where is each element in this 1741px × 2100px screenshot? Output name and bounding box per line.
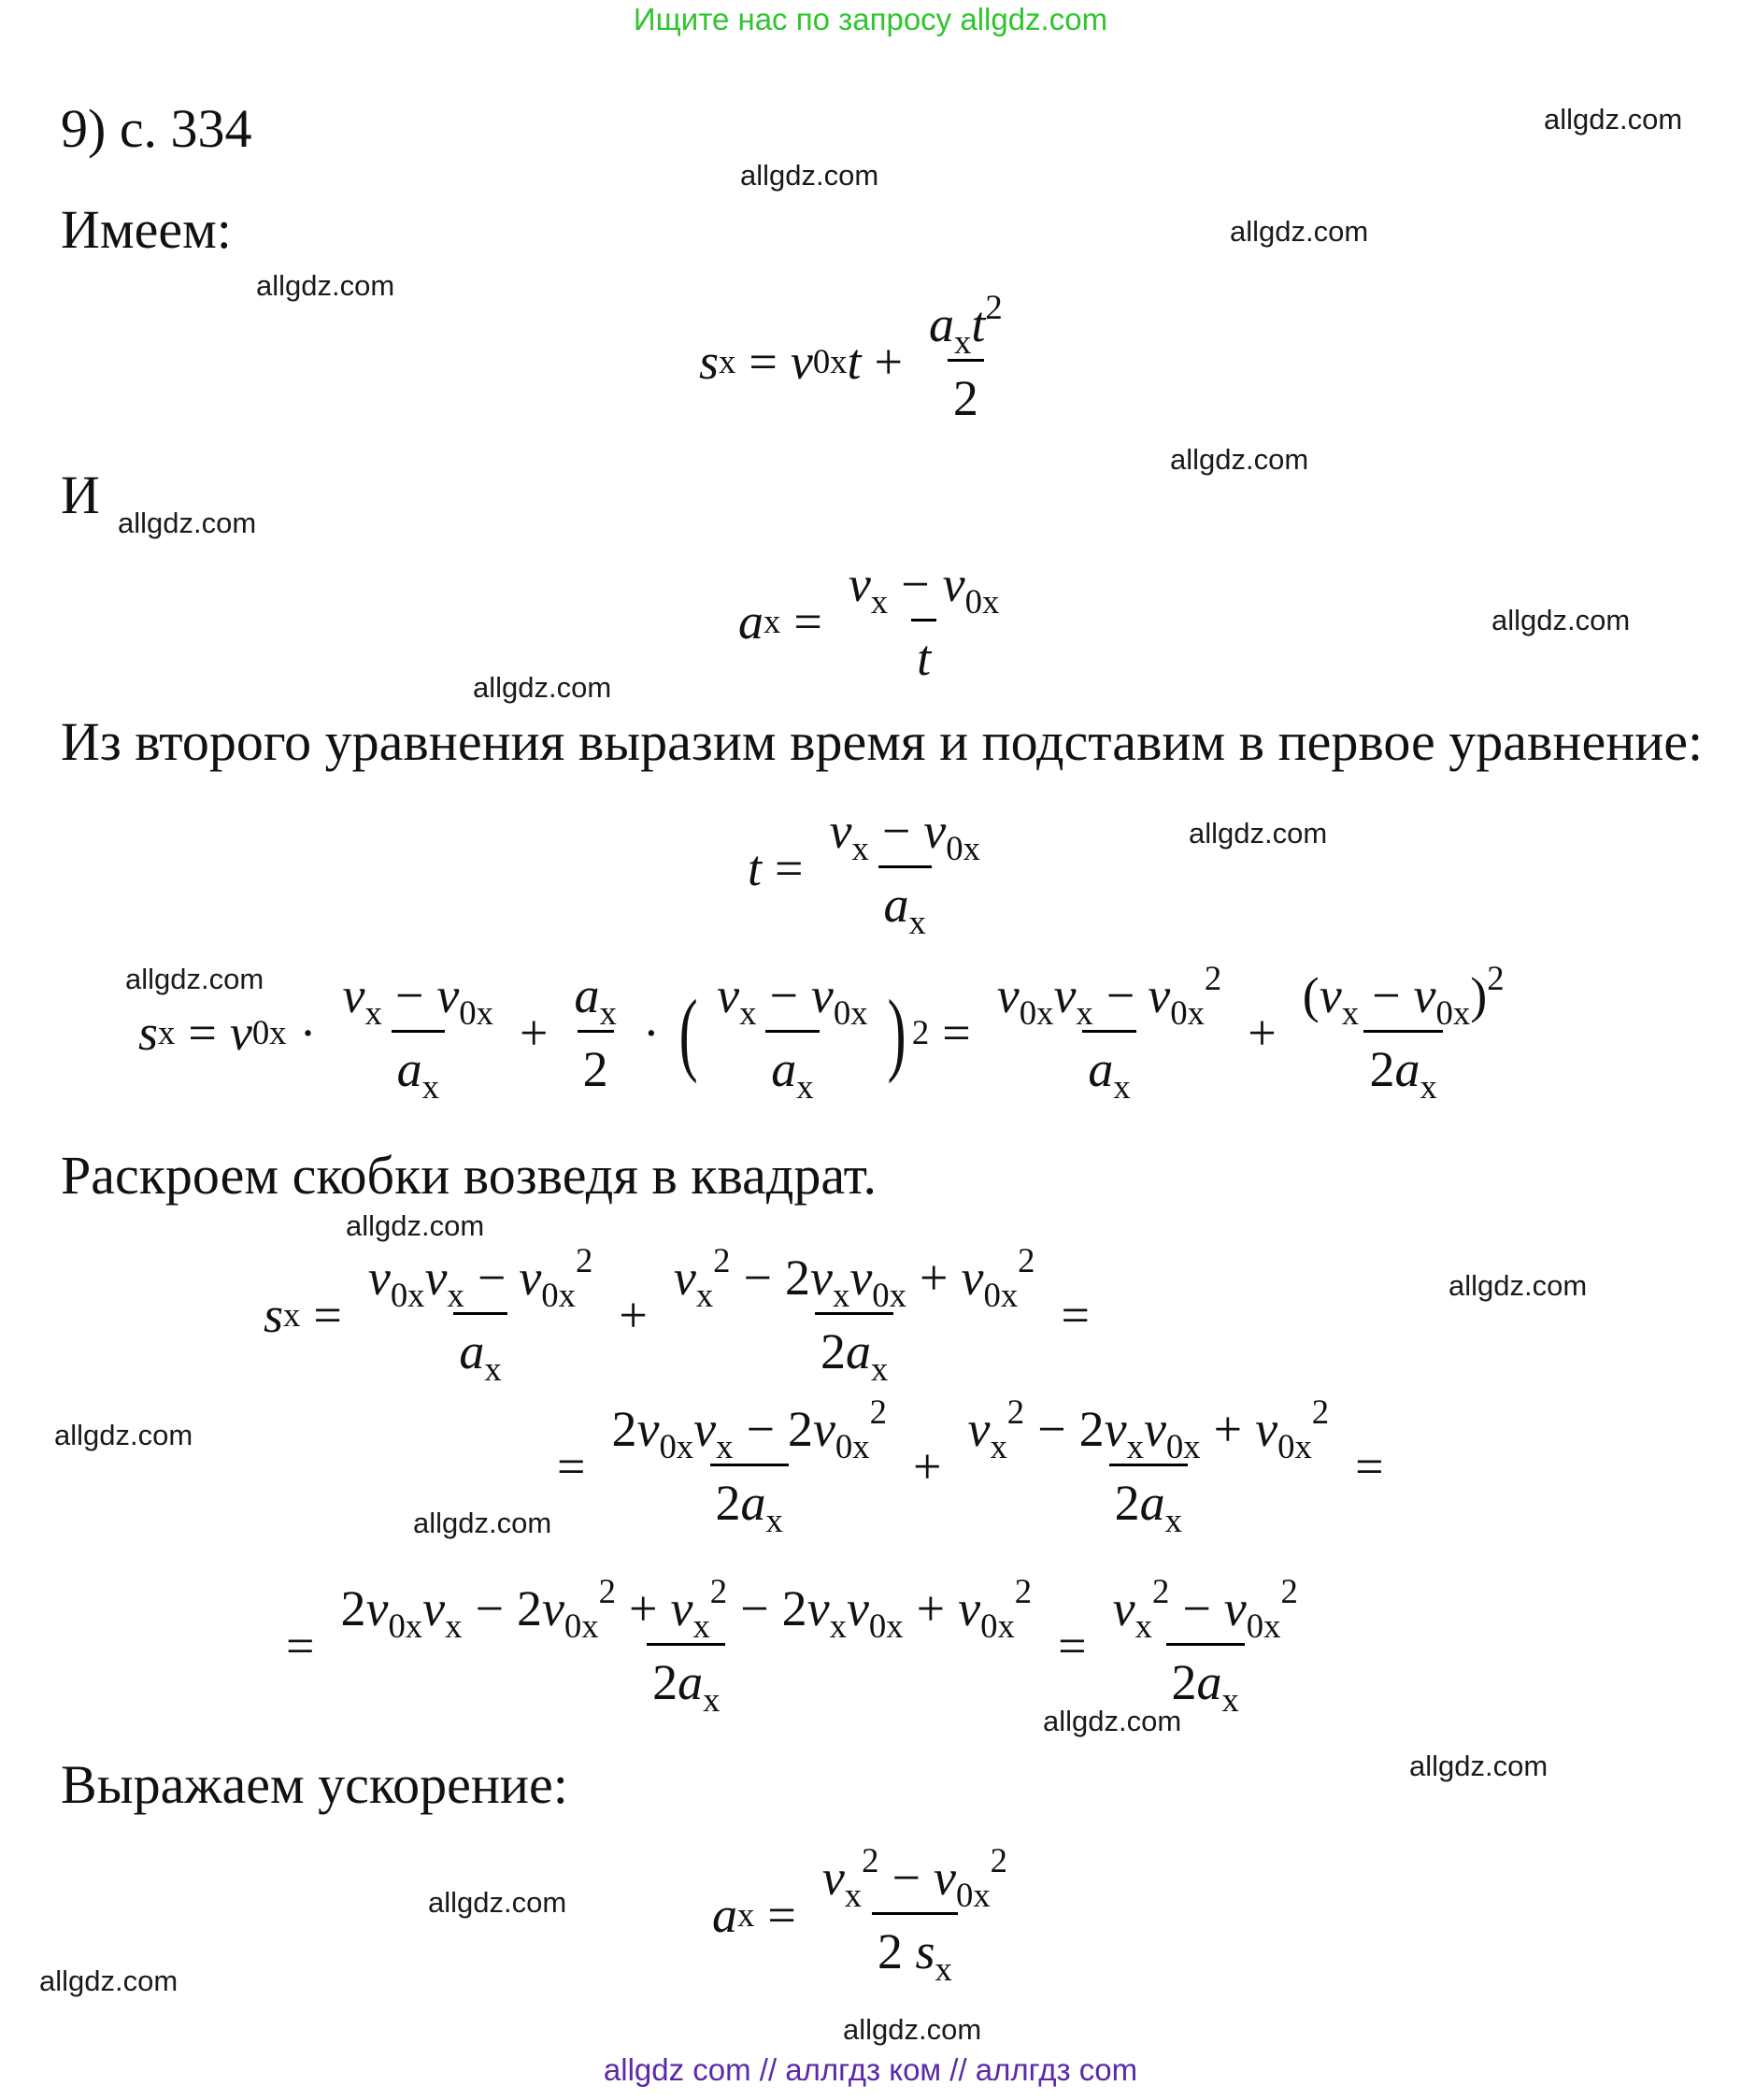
watermark: allgdz.com: [473, 671, 612, 704]
watermark: allgdz.com: [54, 1419, 193, 1451]
watermark: allgdz.com: [256, 269, 395, 302]
top-banner[interactable]: Ищите нас по запросу allgdz.com: [633, 2, 1108, 36]
watermark: allgdz.com: [1189, 817, 1328, 850]
watermark: allgdz.com: [1544, 103, 1683, 136]
text-have: Имеем:: [61, 199, 232, 260]
problem-heading: 9) с. 334: [61, 98, 252, 159]
equation-expanded-step3: = $\frac{2v_{0x}v_x - 2v_{0x}^2 + v_x^2 - 2v_xv_{0x} + v_{0x}^2}{2a_x}$ = $\frac{v_x^2 - v_{0x}^2}{2a_x}$: [286, 1572, 1298, 1719]
watermark: allgdz.com: [125, 963, 264, 995]
watermark: allgdz.com: [428, 1886, 567, 1919]
watermark: allgdz.com: [118, 507, 257, 539]
text-and: И: [61, 464, 100, 525]
watermark: allgdz.com: [413, 1507, 552, 1539]
equation-acceleration-definition: a x = $\frac{v_x - v_{0x}}{t}$: [738, 556, 1000, 686]
watermark: allgdz.com: [1230, 215, 1369, 248]
watermark: allgdz.com: [1043, 1705, 1182, 1737]
watermark: allgdz.com: [1409, 1750, 1548, 1782]
equation-substitution: s x = v 0x · $\frac{v_x - v_{0x}}{a_x}$ + $\frac{a_x}{2}$ · ( $\frac{v_x - v_{0x}}{a_x}$ ) 2 = $\frac{v_{0x}v_x - v_{0x}^2}{a_x}$ + $\frac{(v_x - v_{0x})^2}{2a_x}$: [138, 959, 1505, 1106]
watermark: allgdz.com: [39, 1964, 178, 1997]
text-express-accel: Выражаем ускорение:: [61, 1754, 568, 1815]
equation-displacement: s x = v 0x t + $\frac{a_xt^2}{2}$: [699, 288, 1003, 426]
watermark: allgdz.com: [1448, 1269, 1588, 1302]
watermark: allgdz.com: [740, 159, 879, 192]
equation-result: a x = $\frac{v_x^2 - v_{0x}^2}{2 s_x}$: [712, 1841, 1008, 1988]
watermark: allgdz.com: [1170, 443, 1309, 476]
equation-time: t = $\frac{v_x - v_{0x}}{a_x}$: [748, 803, 980, 941]
watermark: allgdz.com: [843, 2013, 982, 2046]
watermark: allgdz.com: [1491, 604, 1631, 636]
equation-expanded-step2: = $\frac{2v_{0x}v_x - 2v_{0x}^2}{2a_x}$ + $\frac{v_x^2 - 2v_xv_{0x} + v_{0x}^2}{2a_x}$ =: [557, 1393, 1384, 1539]
equation-expanded-step1: s x = $\frac{v_{0x}v_x - v_{0x}^2}{a_x}$ + $\frac{v_x^2 - 2v_xv_{0x} + v_{0x}^2}{2a_x}$ =: [264, 1241, 1090, 1388]
watermark: allgdz.com: [346, 1209, 485, 1242]
footer-links[interactable]: allgdz com // аллгдз ком // аллгдз com: [603, 2052, 1138, 2087]
text-express-time: Из второго уравнения выразим время и подставим в первое уравнение:: [61, 711, 1704, 772]
text-expand: Раскроем скобки возведя в квадрат.: [61, 1145, 878, 1206]
